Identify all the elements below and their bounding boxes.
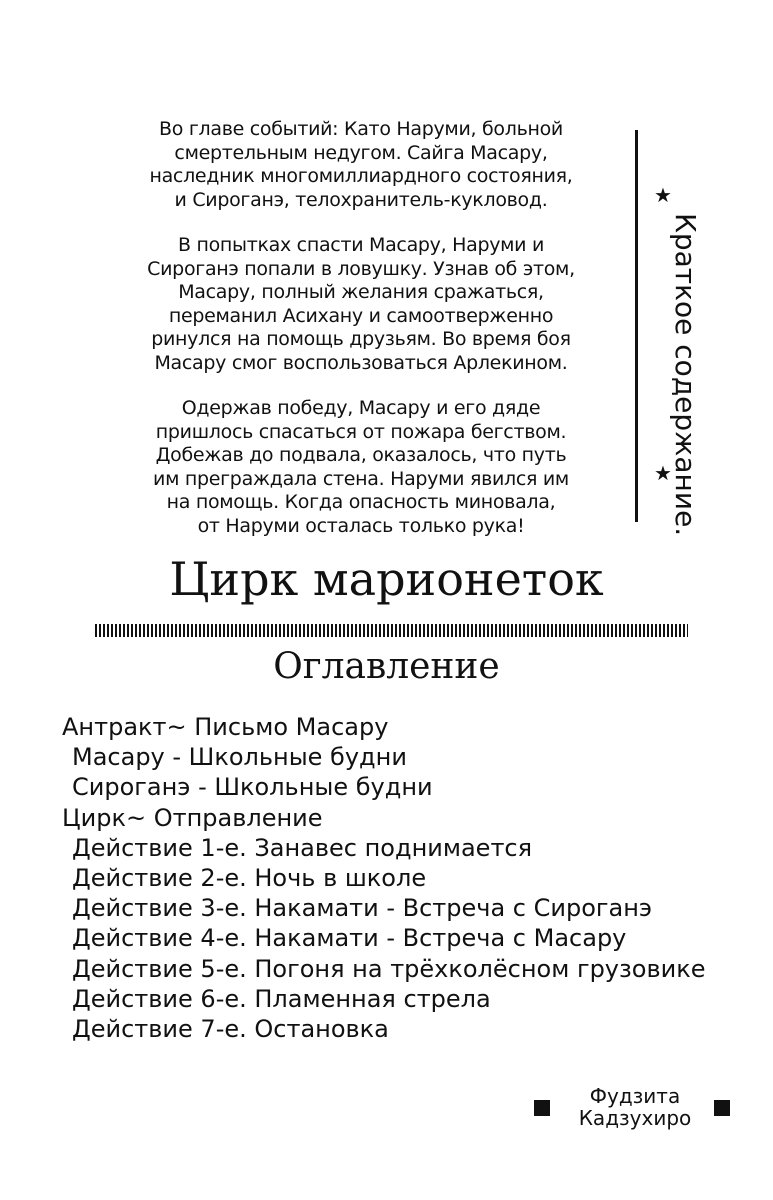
summary-line: пришлось спасаться от пожара бегством. <box>155 420 567 443</box>
square-bullet-icon <box>714 1100 730 1116</box>
toc-item: Масару - Школьные будни <box>72 743 407 772</box>
toc-item: Действие 7-е. Остановка <box>72 1015 389 1044</box>
toc-item: Действие 2-е. Ночь в школе <box>72 864 427 893</box>
summary-line: переманил Асихану и самоотверженно <box>168 304 554 327</box>
summary-line: ринулся на помощь друзьям. Во время боя <box>151 328 571 350</box>
toc-item: Сироганэ - Школьные будни <box>72 773 433 802</box>
summary-paragraph-1 <box>100 118 622 212</box>
summary-line: им преграждала стена. Наруми явился им <box>153 467 569 490</box>
toc-item: Действие 5-е. Погоня на трёхколёсном грузовике <box>72 954 706 983</box>
side-label <box>648 183 728 537</box>
summary-text <box>100 118 622 560</box>
summary-line: наследник многомиллиардного состояния, <box>149 165 573 187</box>
toc-item: Действие 3-е. Накамати - Встреча с Сироганэ <box>72 894 653 923</box>
star-icon: ★ <box>654 183 672 207</box>
author-name <box>560 1085 710 1129</box>
author-credit <box>528 1085 738 1135</box>
vertical-divider <box>635 130 638 522</box>
summary-line: Масару, полный желания сражаться, <box>178 281 544 303</box>
toc-item: Действие 4-е. Накамати - Встреча с Масару <box>72 924 627 953</box>
author-first-line: Фудзита <box>589 1084 681 1108</box>
table-of-contents <box>62 712 705 1044</box>
summary-line: Во главе событий: Като Наруми, больной <box>159 118 563 140</box>
hatched-divider <box>95 624 688 637</box>
summary-line: Масару смог воспользоваться Арлекином. <box>154 351 568 374</box>
toc-item: Цирк~ Отправление <box>62 803 323 832</box>
toc-heading: Оглавление <box>273 646 500 687</box>
toc-item: Действие 6-е. Пламенная стрела <box>72 984 491 1013</box>
summary-line: смертельным недугом. Сайга Масару, <box>174 141 548 164</box>
summary-line: на помощь. Когда опасность миновала, <box>166 491 556 513</box>
summary-line: от Наруми осталась только рука! <box>197 514 525 537</box>
summary-paragraph-3 <box>100 397 622 538</box>
page-title: Цирк марионеток <box>169 552 604 606</box>
toc-item: Антракт~ Письмо Масару <box>62 713 389 741</box>
star-icon: ★ <box>654 461 672 485</box>
summary-paragraph-2 <box>100 234 622 375</box>
summary-line: Сироганэ попали в ловушку. Узнав об этом, <box>147 257 575 280</box>
square-bullet-icon <box>534 1100 550 1116</box>
summary-line: В попытках спасти Масару, Наруми и <box>177 234 545 256</box>
summary-line: и Сироганэ, телохранитель-кукловод. <box>174 188 548 211</box>
toc-item: Действие 1-е. Занавес поднимается <box>72 833 533 862</box>
summary-line: Одержав победу, Масару и его дяде <box>181 397 541 419</box>
side-label-text: Краткое содержание. <box>669 213 702 537</box>
author-second-line: Кадзухиро <box>578 1106 692 1130</box>
summary-line: Добежав до подвала, оказалось, что путь <box>155 444 567 466</box>
